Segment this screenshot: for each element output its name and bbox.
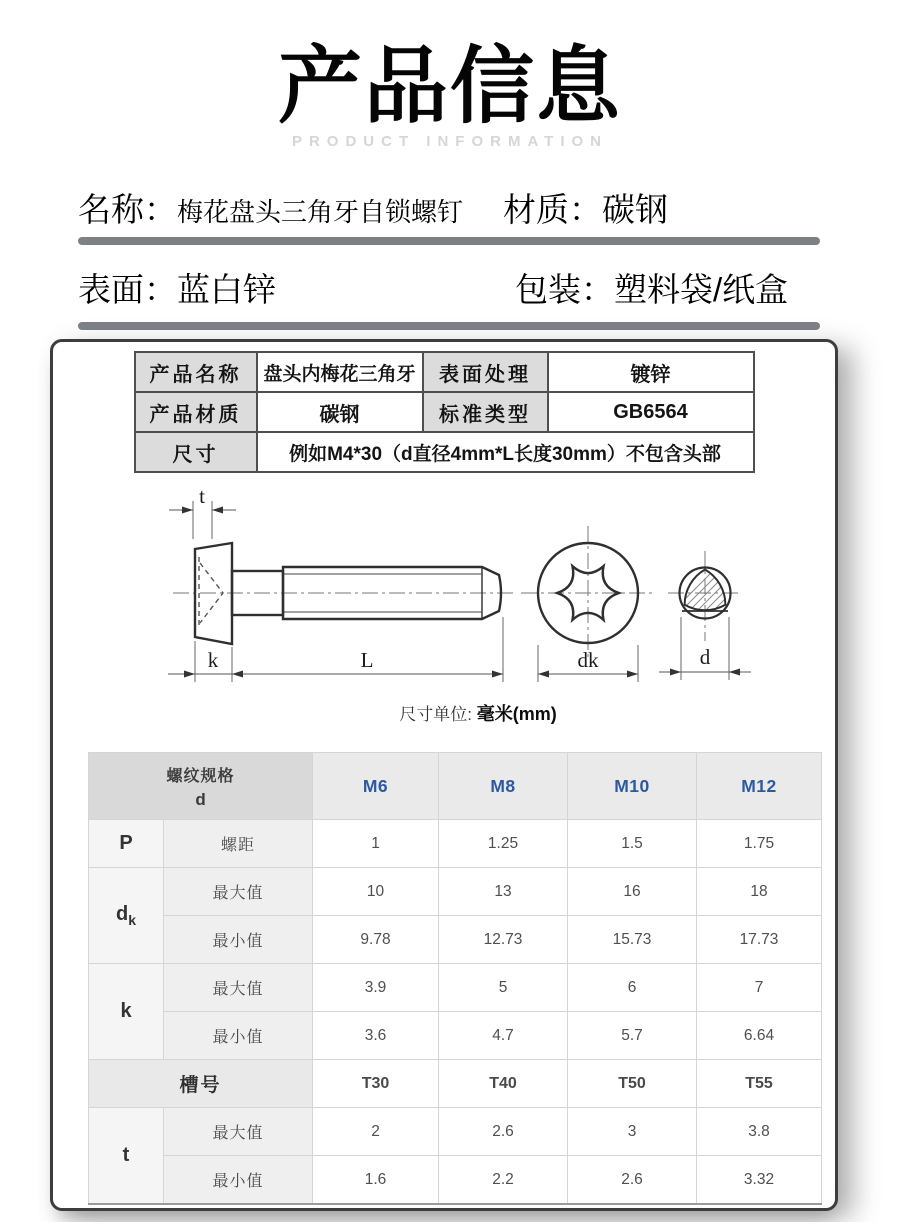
cell-value: 3.6 [313, 1012, 439, 1060]
product-name-value: 盘头内梅花三角牙 [257, 352, 423, 392]
row-t-max [89, 1108, 822, 1156]
slot-label: 槽号 [89, 1060, 313, 1108]
name-value: 梅花盘头三角牙自锁螺钉 [177, 197, 464, 227]
spec-card [50, 339, 838, 1211]
max-label: 最大值 [164, 868, 313, 916]
row-k-min [89, 1012, 822, 1060]
min-label: 最小值 [164, 916, 313, 964]
cell-value: T40 [439, 1060, 568, 1108]
cell-value: 5 [439, 964, 568, 1012]
name-pair [78, 184, 463, 231]
page-title: 产品信息 [277, 39, 622, 133]
unit-caption: 尺寸单位: 毫米(mm) [399, 704, 557, 724]
cell-value: 1 [313, 820, 439, 868]
spec-header-row [89, 753, 822, 820]
cell-value: 3.9 [313, 964, 439, 1012]
screw-technical-drawing [53, 477, 835, 727]
divider-bottom [78, 322, 820, 330]
cell-value: T50 [568, 1060, 697, 1108]
pitch-label: 螺距 [164, 820, 313, 868]
cell-value: 3.32 [697, 1156, 822, 1205]
size-label: 尺寸 [135, 432, 257, 472]
standard-type-value: GB6564 [548, 392, 754, 432]
surface-label: 表面： [78, 271, 177, 308]
cell-value: 3 [568, 1108, 697, 1156]
cell-value: 1.75 [697, 820, 822, 868]
info-row-1 [135, 352, 754, 392]
col-header-m10: M10 [568, 753, 697, 820]
cell-value: 2.6 [439, 1108, 568, 1156]
center-lines [173, 526, 742, 660]
dim-label-k: k [207, 648, 219, 672]
cell-value: 16 [568, 868, 697, 916]
cell-value: 4.7 [439, 1012, 568, 1060]
cell-value: 10 [313, 868, 439, 916]
cell-value: 12.73 [439, 916, 568, 964]
page-subtitle: PRODUCT INFORMATION [291, 133, 609, 150]
product-info-table [134, 351, 755, 473]
surface-treatment-value: 镀锌 [548, 352, 754, 392]
cell-value: 5.7 [568, 1012, 697, 1060]
max-label: 最大值 [164, 1108, 313, 1156]
product-material-value: 碳钢 [257, 392, 423, 432]
dimension-arrows [182, 507, 740, 678]
package-pair [515, 264, 788, 311]
spec-header-thread: 螺纹规格 d [89, 753, 313, 820]
size-value: 例如M4*30（d直径4mm*L长度30mm）不包含头部 [257, 432, 754, 472]
surface-value: 蓝白锌 [177, 271, 276, 308]
cell-value: T30 [313, 1060, 439, 1108]
extension-lines [193, 501, 729, 682]
cell-value: 2.6 [568, 1156, 697, 1205]
info-row-2 [135, 392, 754, 432]
row-dk-min [89, 916, 822, 964]
group-t: t [89, 1108, 164, 1205]
cell-value: 6 [568, 964, 697, 1012]
cell-value: 15.73 [568, 916, 697, 964]
cell-value: 2 [313, 1108, 439, 1156]
surface-treatment-label: 表面处理 [423, 352, 548, 392]
min-label: 最小值 [164, 1012, 313, 1060]
row-pitch [89, 820, 822, 868]
summary-row-name-material [0, 184, 900, 226]
col-header-m12: M12 [697, 753, 822, 820]
product-material-label: 产品材质 [135, 392, 257, 432]
cell-value: 1.5 [568, 820, 697, 868]
standard-type-label: 标准类型 [423, 392, 548, 432]
max-label: 最大值 [164, 964, 313, 1012]
group-P: P [89, 820, 164, 868]
material-label: 材质： [503, 191, 602, 228]
dim-label-L: L [360, 648, 374, 672]
row-dk-max [89, 868, 822, 916]
thread-spec-table [88, 752, 822, 1205]
cell-value: 13 [439, 868, 568, 916]
group-k: k [89, 964, 164, 1060]
min-label: 最小值 [164, 1156, 313, 1205]
row-slot-number [89, 1060, 822, 1108]
cell-value: 6.64 [697, 1012, 822, 1060]
cell-value: 1.6 [313, 1156, 439, 1205]
cell-value: 17.73 [697, 916, 822, 964]
row-t-min [89, 1156, 822, 1205]
dim-label-t: t [199, 484, 205, 508]
col-header-m6: M6 [313, 753, 439, 820]
material-pair [503, 184, 668, 231]
col-header-m8: M8 [439, 753, 568, 820]
package-label: 包装： [515, 271, 614, 308]
dimension-lines [168, 510, 751, 674]
dim-label-dk: dk [577, 648, 599, 672]
surface-pair [78, 264, 276, 311]
dim-label-d: d [699, 645, 711, 669]
package-value: 塑料袋/纸盒 [614, 271, 789, 308]
cell-value: 3.8 [697, 1108, 822, 1156]
name-label: 名称： [78, 191, 177, 228]
summary-row-surface-package [0, 264, 900, 306]
cell-value: 1.25 [439, 820, 568, 868]
cell-value: 2.2 [439, 1156, 568, 1205]
divider-top [78, 237, 820, 245]
trilobular-section-view [657, 567, 765, 627]
material-value: 碳钢 [602, 191, 668, 228]
row-k-max [89, 964, 822, 1012]
cell-value: 18 [697, 868, 822, 916]
info-row-3 [135, 432, 754, 472]
cell-value: 7 [697, 964, 822, 1012]
product-name-label: 产品名称 [135, 352, 257, 392]
group-dk: $d_k$ [89, 868, 164, 964]
cell-value: 9.78 [313, 916, 439, 964]
cell-value: T55 [697, 1060, 822, 1108]
